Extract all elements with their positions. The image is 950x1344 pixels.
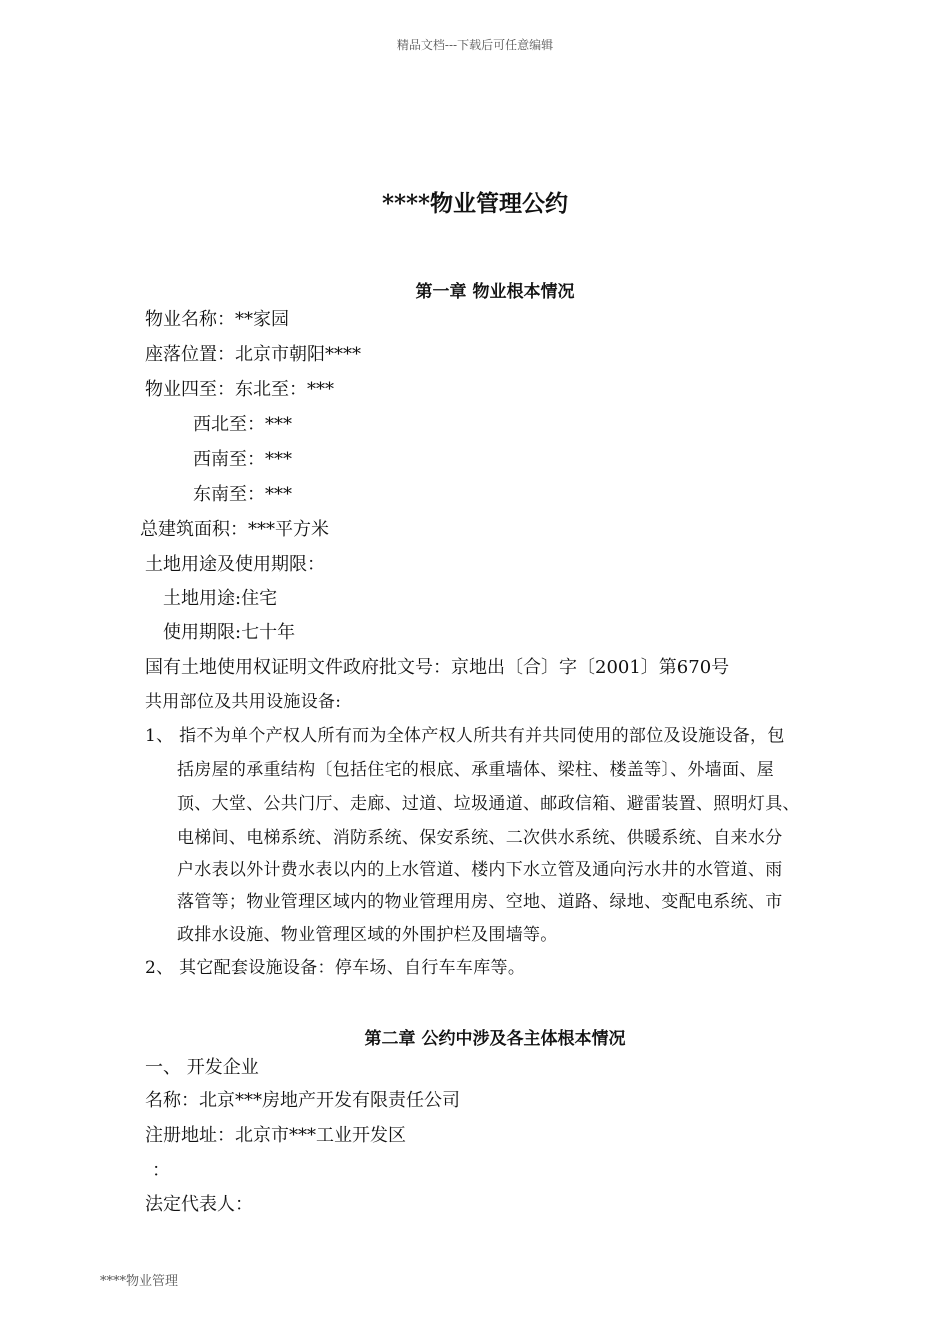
chapter-1-heading: 第一章 物业根本情况 — [415, 282, 575, 302]
registered-address-line: 注册地址：北京市***工业开发区 — [145, 1125, 406, 1146]
shared-facilities-item-2: 2、 其它配套设施设备：停车场、自行车车库等。 — [145, 958, 526, 978]
chapter-2-heading: 第二章 公约中涉及各主体根本情况 — [364, 1029, 626, 1049]
legal-representative-line: 法定代表人： — [145, 1194, 253, 1215]
section-1-heading: 一、 开发企业 — [145, 1057, 259, 1078]
item-1-line: 1、 指不为单个产权人所有而为全体产权人所共有并共同使用的部位及设施设备，包 — [145, 726, 785, 746]
company-name-line: 名称：北京***房地产开发有限责任公司 — [145, 1090, 460, 1111]
shared-facilities-heading: 共用部位及共用设施设备: — [145, 692, 342, 712]
colon-line: ： — [152, 1160, 170, 1181]
property-name-line: 物业名称：**家园 — [145, 309, 289, 330]
bounds-northwest-line: 西北至：*** — [193, 414, 292, 435]
item-1-line: 括房屋的承重结构〔包括住宅的根底、承重墙体、梁柱、楼盖等〕、外墙面、屋 — [177, 760, 774, 780]
location-line: 座落位置：北京市朝阳**** — [145, 344, 361, 365]
item-1-line: 户水表以外计费水表以内的上水管道、楼内下水立管及通向污水井的水管道、雨 — [177, 860, 783, 880]
page-footer-note: ****物业管理 — [100, 1274, 179, 1289]
bounds-southeast-line: 东南至：*** — [193, 484, 292, 505]
total-area-line: 总建筑面积：***平方米 — [140, 519, 329, 540]
bounds-northeast-line: 物业四至：东北至：*** — [145, 379, 334, 400]
land-term-line: 使用期限:七十年 — [163, 622, 296, 643]
item-1-line: 政排水设施、物业管理区域的外围护栏及围墙等。 — [177, 925, 558, 945]
item-1-line: 电梯间、电梯系统、消防系统、保安系统、二次供水系统、供暖系统、自来水分 — [177, 828, 783, 848]
land-use-line: 土地用途:住宅 — [163, 588, 278, 609]
page-header-note: 精品文档---下载后可任意编辑 — [396, 38, 554, 52]
bounds-southwest-line: 西南至：*** — [193, 449, 292, 470]
item-1-line: 顶、大堂、公共门厅、走廊、过道、垃圾通道、邮政信箱、避雷装置、照明灯具、 — [177, 794, 800, 814]
certificate-line: 国有土地使用权证明文件政府批文号：京地出〔合〕字〔2001〕第670号 — [145, 657, 730, 678]
item-1-line: 落管等；物业管理区域内的物业管理用房、空地、道路、绿地、变配电系统、市 — [177, 892, 783, 912]
land-use-heading: 土地用途及使用期限： — [145, 554, 325, 575]
document-title: ****物业管理公约 — [381, 190, 569, 217]
